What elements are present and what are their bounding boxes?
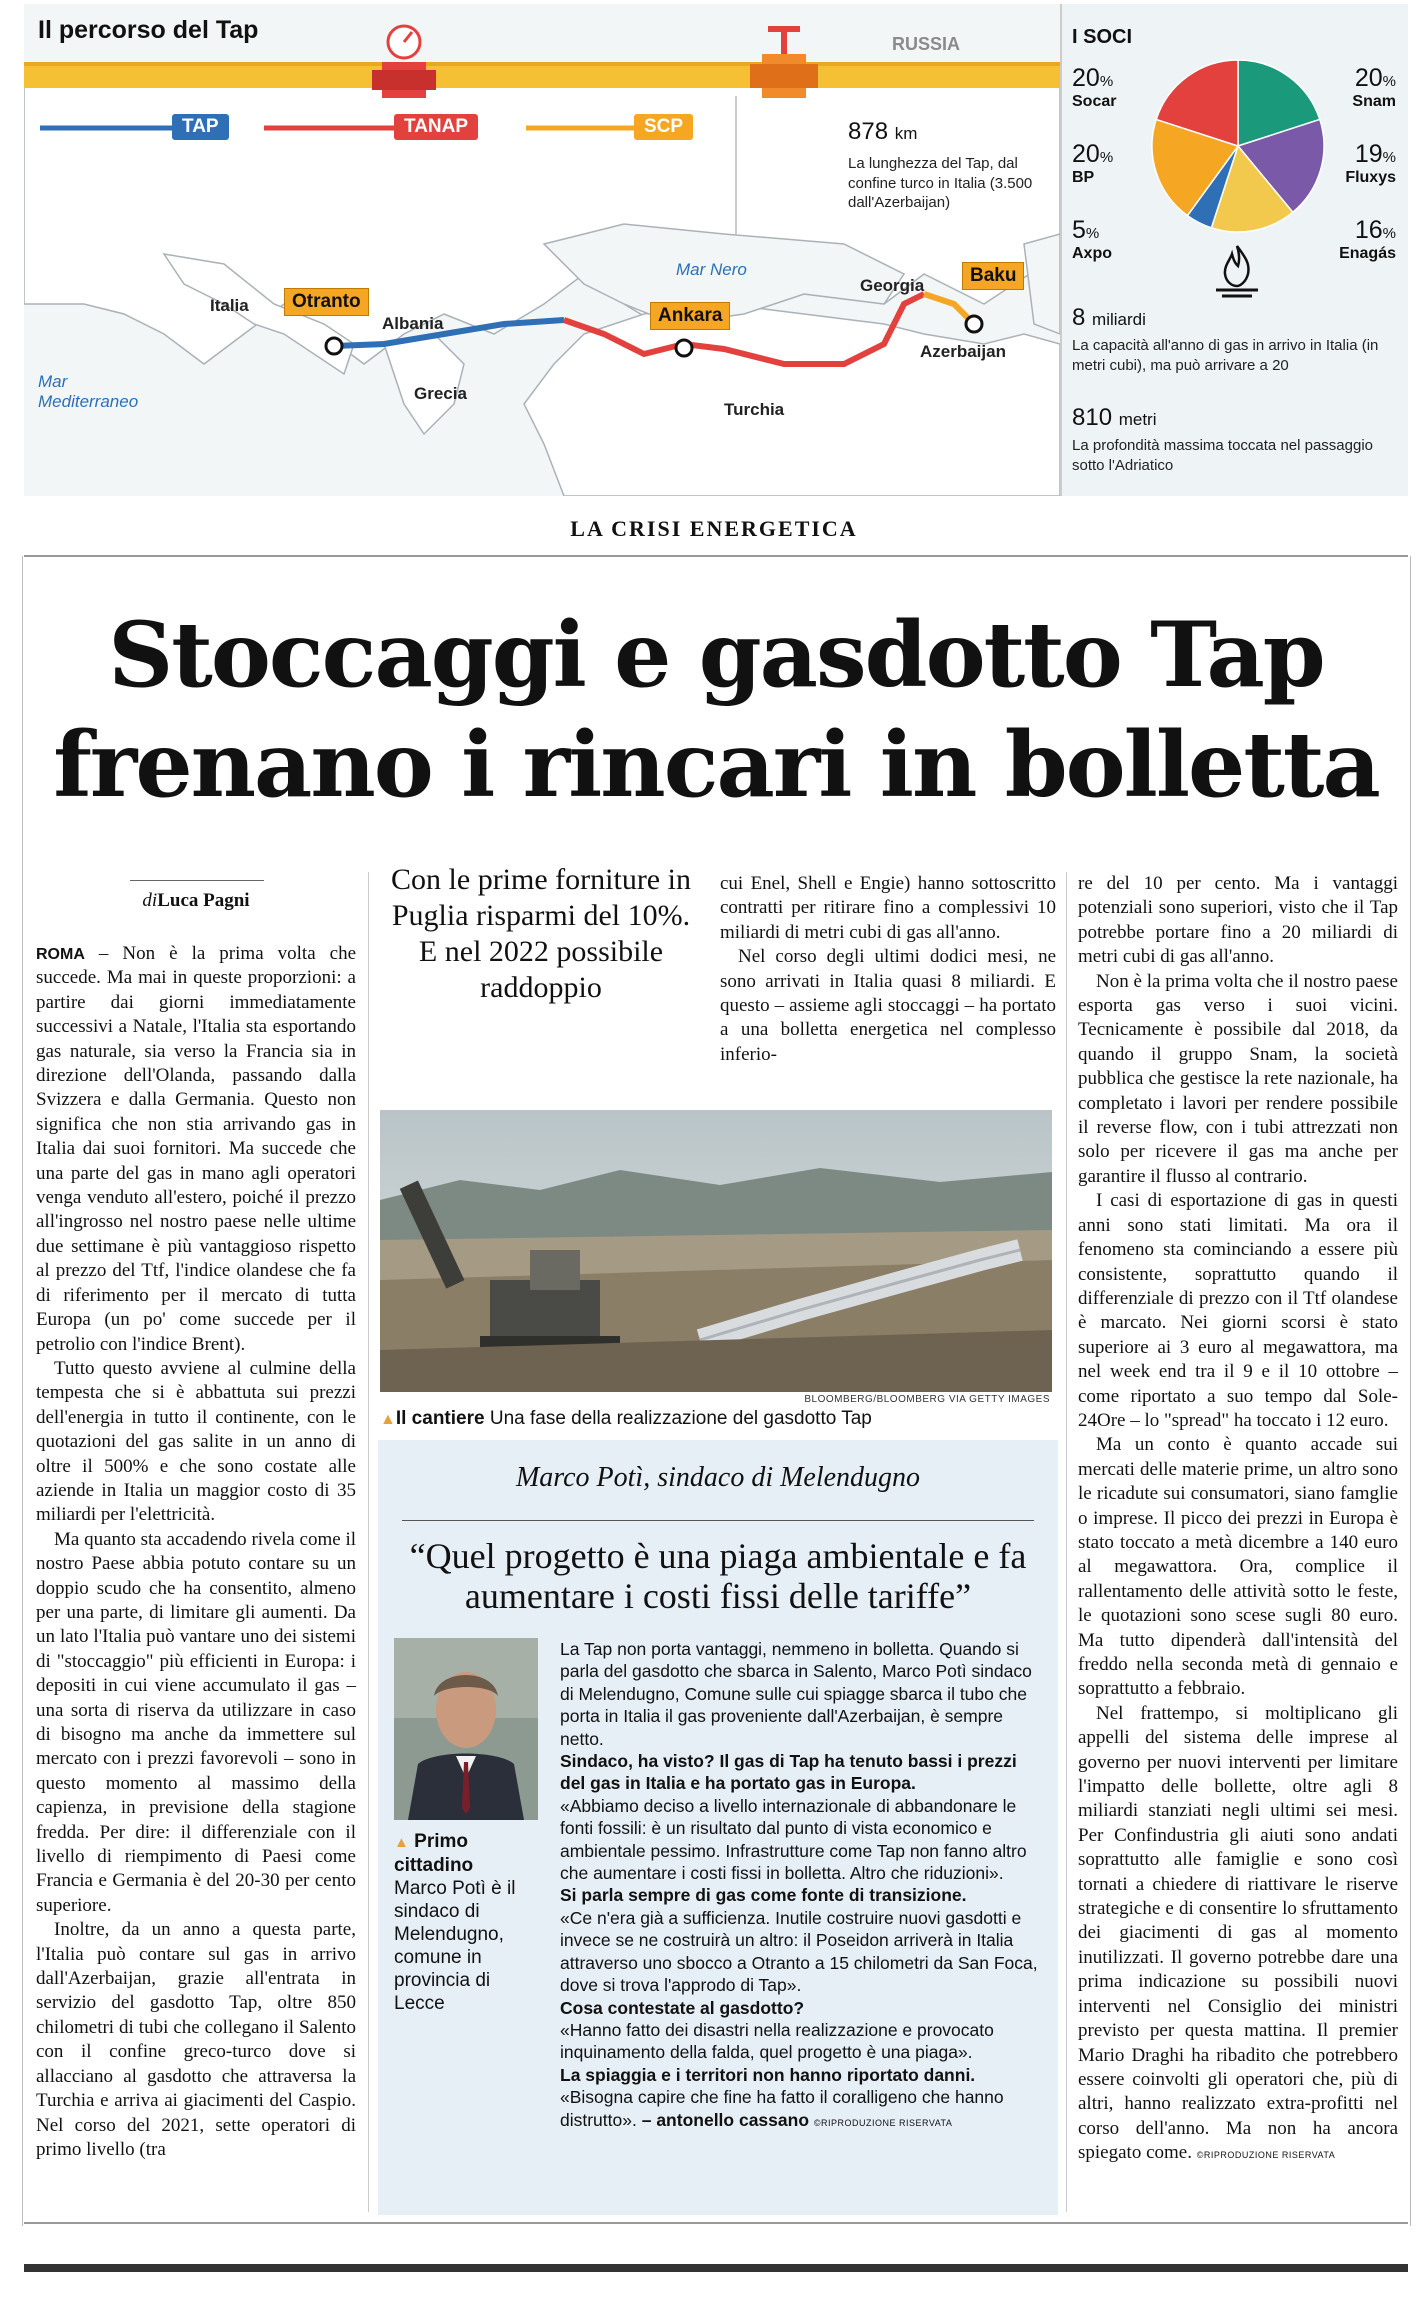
divider — [24, 2222, 1408, 2224]
divider — [22, 556, 23, 2226]
soci-pie-chart — [1148, 56, 1328, 236]
question: Si parla sempre di gas come fonte di transizione. — [560, 1885, 967, 1906]
triangle-icon: ▲ — [394, 1834, 409, 1851]
portrait-illustration — [394, 1638, 538, 1820]
divider — [368, 872, 369, 2212]
tag-tap: TAP — [172, 114, 229, 140]
soci-title: I SOCI — [1072, 26, 1133, 48]
paragraph: re del 10 per cento. Ma i vantaggi potenziali sono superiori, visto che il Tap potrebbe portare fino a 20 miliardi di metri cubi di gas all'anno. — [1078, 873, 1398, 968]
paragraph: Nel frattempo, si moltiplicano gli appelli del sistema delle imprese al governo per nuovi interventi per limitare l'impatto delle bollette, oltre agli 8 miliardi stanziati negli ultimi sei mesi. Per Confindustria gli aiuti sono andati soprattutto alle famiglie e sono così tornati a chiedere di riattivare le riserve strategiche e di consentire lo sfruttamento dei giacimenti di gas al momento inutilizzati. Il governo potrebbe dare una prima indicazione su possibili nuovi interventi nel Consiglio dei ministri previsto per questa mattina. Il premier Mario Draghi ha ribadito che potrebbero essere coinvolti gli operatori che, più di altri, hanno realizzato extra-profitti nel corso dell'anno. Ma non ha ancora spiegato come. ©RIPRODUZIONE RISERVATA — [1078, 1702, 1398, 2164]
label-georgia: Georgia — [860, 276, 925, 295]
construction-photo — [380, 1110, 1052, 1392]
map-graphic — [24, 4, 1060, 496]
section-rubric: LA CRISI ENERGETICA — [570, 516, 858, 541]
signature: – antonello cassano — [641, 2109, 810, 2130]
label-mar-mediterraneo: Mar Mediterraneo — [38, 372, 139, 412]
tag-baku: Baku — [962, 262, 1024, 290]
question: Sindaco, ha visto? Il gas di Tap ha tenuto bassi i prezzi del gas in Italia e ha portato gas in Europa. — [560, 1751, 1017, 1794]
interviewee-name: Marco Potì, sindaco di Melendugno — [515, 1462, 921, 1493]
length-note: La lunghezza del Tap, dal confine turco in Italia (3.500 dall'Azerbaijan) — [848, 155, 1033, 211]
article-column-4 — [1078, 872, 1398, 2166]
headline — [24, 600, 1408, 820]
infographic — [24, 4, 1408, 496]
byline: diLuca Pagni — [142, 890, 250, 911]
pipeline-map — [24, 4, 1060, 496]
headline-line-1: Stoccaggi e gasdotto Tap — [108, 602, 1324, 708]
capacity-note: La capacità all'anno di gas in arrivo in Italia (in metri cubi), ma può arrivare a 20 — [1072, 337, 1379, 374]
photo-credit: BLOOMBERG/BLOOMBERG VIA GETTY IMAGES — [804, 1394, 1050, 1405]
subheadline: Con le prime forniture in Puglia risparmi del 10%. E nel 2022 possibile raddoppio — [391, 863, 691, 1004]
share-axpo: 5% Axpo — [1072, 216, 1112, 262]
question: Cosa contestate al gasdotto? — [560, 1997, 805, 2018]
footer-bar — [24, 2264, 1408, 2272]
pull-quote: “Quel progetto è una piaga ambientale e fa aumentare i costi fissi delle tariffe” — [409, 1536, 1027, 1616]
tag-scp: SCP — [634, 114, 693, 140]
article-column-1 — [36, 942, 356, 2162]
label-albania: Albania — [382, 314, 444, 333]
interview-text — [560, 1638, 1040, 2131]
divider — [1410, 556, 1411, 2226]
answer: «Ce n'era già a sufficienza. Inutile costruire nuovi gasdotti e invece se ne costruirà un altro: il Poseidon arriverà in Italia attraverso uno sbocco a Otranto a 15 chilometri da San Foca, dove si trova l'approdo di Tap». — [560, 1907, 1038, 1996]
divider — [130, 880, 264, 881]
article-column-2 — [720, 872, 1056, 1067]
label-italia: Italia — [210, 296, 249, 315]
answer: «Hanno fatto dei disastri nella realizzazione e provocato inquinamento della falda, quel progetto è una piaga». — [560, 2019, 994, 2063]
share-enagas: 16% Enagás — [1339, 216, 1396, 262]
label-russia: RUSSIA — [892, 34, 961, 54]
otranto-dot — [326, 338, 342, 354]
depth-note: La profondità massima toccata nel passaggio sotto l'Adriatico — [1072, 437, 1374, 474]
portrait-photo — [394, 1638, 538, 1820]
question: La spiaggia e i territori non hanno riportato danni. — [560, 2064, 976, 2085]
headline-line-2: frenano i rincari in bolletta — [53, 712, 1379, 818]
paragraph: Inoltre, da un anno a questa parte, l'Italia può contare sul gas in arrivo dall'Azerbaijan, grazie all'entrata in servizio del gasdotto Tap, oltre 850 chilometri di tubi che collegano il Salento con il confine greco-turco dove si allacciano al gasdotto che attraversa la Turchia e arriva ai giacimenti del Caspio. Nel corso del 2021, sette operatori di primo livello (tra — [36, 1919, 356, 2160]
divider — [24, 555, 1408, 557]
copyright: ©RIPRODUZIONE RISERVATA — [1196, 2150, 1336, 2161]
capacity-stat: 8 miliardi — [1072, 304, 1146, 331]
paragraph: cui Enel, Shell e Engie) hanno sottoscritto contratti per ritirare fino a complessivi 10 miliardi di metri cubi di gas all'anno. — [720, 873, 1056, 943]
answer: «Abbiamo deciso a livello internazionale di abbandonare le fonti fossili: è un risultato dal punto di vista economico e ambientale pessimo. Infrastrutture come Tap non fanno altro che aumentare i costi fissi in bolletta. Altro che riduzioni». — [560, 1795, 1027, 1884]
label-mar-nero: Mar Nero — [676, 260, 747, 279]
share-bp: 20% BP — [1072, 140, 1114, 186]
tag-otranto: Otranto — [284, 288, 369, 316]
label-azerbaijan: Azerbaijan — [920, 342, 1006, 361]
paragraph: Ma un conto è quanto accade sui mercati delle materie prime, un altro sono le ricadute sui consumatori, siano famglie o imprese. Il picco dei prezzi in Europa è stato toccato a metà dicembre a 140 euro al megawattora. Ora, complice il rallentamento delle attività sotto le feste, le quotazioni sono scese sugli 80 euro. Ma tutto dipenderà dall'intensità del freddo nella seconda metà di gennaio e soprattutto a febbraio. — [1078, 1434, 1398, 1700]
divider — [402, 1520, 1034, 1521]
photo-illustration — [380, 1110, 1052, 1392]
triangle-icon: ▲ — [380, 1411, 396, 1428]
paragraph: I casi di esportazione di gas in questi anni sono stati limitati. Ma ora il fenomeno sta cominciando a essere più consistente, soprattutto quando il differenziale di prezzo con il Ttf olandese è marcato. Nei giorni scorsi è stato superiore ai 3 euro al megawattora, ma nel week end tra il 9 e il 10 ottobre – come riportato a suo tempo dal Sole-24Ore – lo "spread" ha toccato i 12 euro. — [1078, 1190, 1398, 1431]
portrait-caption: ▲ Primo cittadino Marco Potì è il sindaco di Melendugno, comune in provincia di Lecce — [394, 1831, 516, 2014]
dateline: ROMA — [36, 946, 85, 963]
paragraph: Tutto questo avviene al culmine della tempesta che si è abbattuta sui prezzi dell'energia in tutto il continente, con le quotazioni del gas salite in un anno di oltre il 500% e che sono costate alle aziende in Italia un maggior costo di 35 miliardi per l'elettricità. — [36, 1357, 356, 1526]
caspian-sea — [1024, 234, 1060, 334]
baku-dot — [966, 316, 982, 332]
length-stat: 878 km — [848, 118, 918, 145]
label-grecia: Grecia — [414, 384, 467, 403]
share-socar: 20% Socar — [1072, 64, 1117, 110]
interview-box — [378, 1440, 1058, 2215]
map-title: Il percorso del Tap — [38, 16, 259, 44]
soci-panel — [1060, 4, 1408, 496]
share-snam: 20% Snam — [1352, 64, 1396, 110]
tag-ankara: Ankara — [650, 302, 730, 330]
paragraph: Nel corso degli ultimi dodici mesi, ne sono arrivati in Italia quasi 8 miliardi. E questo – assieme agli stoccaggi – ha portato a una bolletta energetica nel complesso inferio- — [720, 946, 1056, 1065]
photo-caption: ▲Il cantiere Una fase della realizzazione del gasdotto Tap — [380, 1408, 872, 1429]
gas-flame-icon — [1202, 240, 1272, 300]
interview-intro: La Tap non porta vantaggi, nemmeno in bolletta. Quando si parla del gasdotto che sbarca in Salento, Marco Potì sindaco di Melendugno, Comune sulle cui spiagge sbarca il tubo che porta in Italia il gas proveniente dall'Azerbaijan, è sempre netto. — [560, 1639, 1032, 1749]
label-turchia: Turchia — [724, 400, 785, 419]
divider — [1066, 872, 1067, 2212]
paragraph: Non è la prima volta che il nostro paese esporta gas verso i suoi vicini. Tecnicamente è possibile dal 2018, da quando il gruppo Snam, la società pubblica che gestisce la rete nazionale, ha completato i lavori per rendere possibile il reverse flow, con i tubi attrezzati non solo per ricevere il gas ma anche per garantire il flusso al contrario. — [1078, 970, 1398, 1187]
ankara-dot — [676, 340, 692, 356]
paragraph: ROMA – Non è la prima volta che succede. Ma mai in queste proporzioni: a partire dai giorni immediatamente successivi a Natale, l'Italia sta esportando gas naturale, sia verso la Francia sia in direzione dell'Olanda, passando dalla Svizzera e dalla Germania. Questo non significa che non stia arrivando gas in Italia dai suoi fornitori. Ma succede che una parte del gas in mano agli operatori venga venduto all'estero, poiché il prezzo all'ingrosso nel nostro paese nelle ultime due settimane è più vantaggioso rispetto al prezzo del Ttf, l'indice olandese che fa di riferimento per il mercato di tutta Europa (un po' come succede per il petrolio con l'indice Brent). — [36, 943, 357, 1355]
share-fluxys: 19% Fluxys — [1345, 140, 1396, 186]
copyright: ©RIPRODUZIONE RISERVATA — [813, 2117, 953, 2128]
answer: «Bisogna capire che fine ha fatto il coralligeno che hanno distrutto». – antonello cassano ©RIPRODUZIONE RISERVATA — [560, 2087, 1004, 2130]
tag-tanap: TANAP — [394, 114, 478, 140]
depth-stat: 810 metri — [1072, 404, 1157, 431]
paragraph: Ma quanto sta accadendo rivela come il nostro Paese abbia potuto contare su un doppio scudo che ha consentito, almeno per una parte, di limitare gli aumenti. Da un lato l'Italia può vantare uno dei sistemi di "stoccaggio" più efficienti in Europa: i depositi in cui viene accumulato il gas – una sorta di riserva da utilizzare in caso di bisogno ma anche da immettere sul mercato con i prezzi favorevoli – sono in questo momento al massimo della capienza, in previsione della stagione fredda. Per dire: il differenziale con il livello di riempimento di Paesi come Francia e Germania è del 20-30 per cento superiore. — [36, 1528, 356, 1916]
